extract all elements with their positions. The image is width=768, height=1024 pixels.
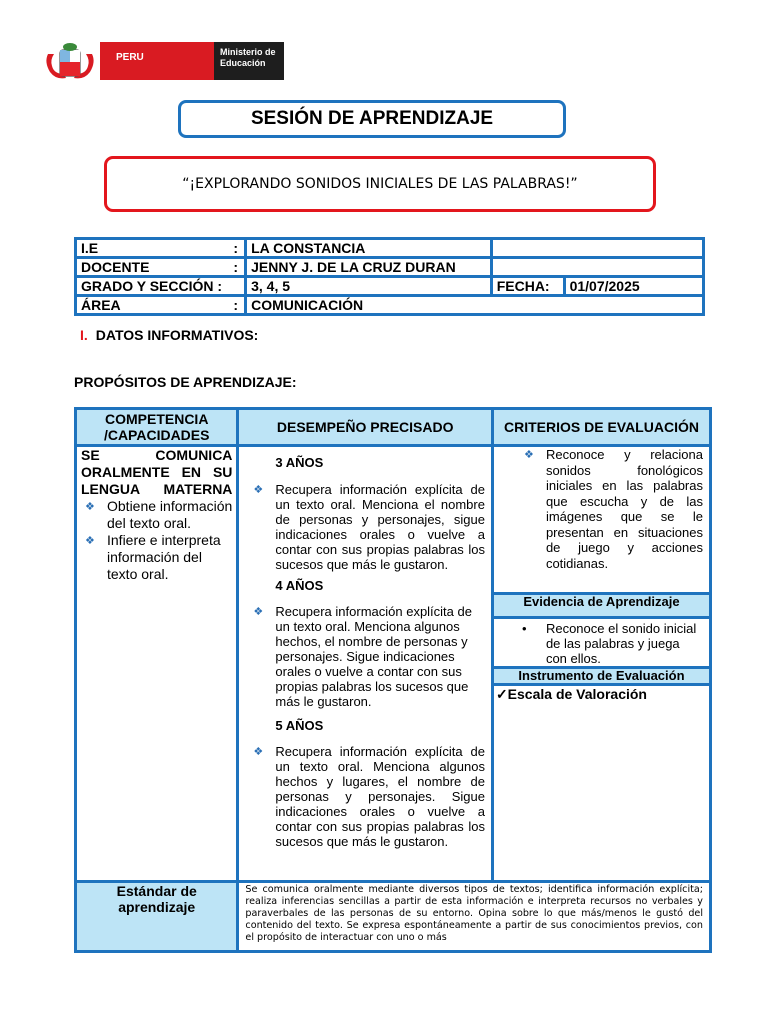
list-item <box>253 482 485 572</box>
evidencia-cell <box>492 618 710 668</box>
list-item <box>253 604 485 709</box>
diamond-bullet-icon: ❖ <box>523 449 534 461</box>
desempeno-text: Recupera información explícita de un texto oral. Menciona algunos hechos y lugares, el nombre de personas y personajes. Sigue indicaciones orales o vuelve a contar con sus propias palabras los sucesos que más le gustaron. <box>275 744 485 849</box>
diamond-bullet-icon: ❖ <box>85 535 95 547</box>
instrumento-value: ✓Escala de Valoración <box>495 686 647 702</box>
info-table <box>74 237 705 316</box>
peru-label: PERU <box>100 42 214 80</box>
desempeno-list <box>239 604 491 709</box>
criterio-cell <box>492 446 710 594</box>
col-competencia-header: COMPETENCIA /CAPACIDADES <box>76 409 238 446</box>
evidencia-item <box>494 621 709 666</box>
section-datos-informativos <box>80 327 258 343</box>
col-desempeno-header: DESEMPEÑO PRECISADO <box>238 409 493 446</box>
criterio-text: Reconoce y relaciona sonidos fonológicos iniciales en las palabras que escucha y de las imágenes que se le presentan en situaciones de juego y acciones cotidianas. <box>545 447 703 571</box>
desempeno-text: Recupera información explícita de un texto oral. Menciona algunos hechos, el nombre de personas y personajes. Sigue indicaciones orales o vuelve a contar con sus propias palabras los sucesos que más le gustaron. <box>275 604 472 709</box>
criterio-item <box>494 447 709 571</box>
ministry-line-1: Ministerio de <box>220 47 276 57</box>
page-title: SESIÓN DE APRENDIZAJE <box>178 100 566 138</box>
info-row-grado <box>76 277 704 296</box>
diamond-bullet-icon: ❖ <box>253 746 264 758</box>
competencia-title: SE COMUNICA ORALMENTE EN SU LENGUA MATERNA <box>81 447 233 497</box>
section-propositos: PROPÓSITOS DE APRENDIZAJE: <box>74 374 297 390</box>
desempeno-list <box>239 482 491 572</box>
age-label: 5 AÑOS <box>275 718 324 733</box>
estandar-label: Estándar de aprendizaje <box>76 882 238 952</box>
evidencia-header: Evidencia de Aprendizaje <box>492 594 710 618</box>
ministry-logo <box>42 40 284 82</box>
learning-purposes-table <box>74 407 712 953</box>
evidencia-text: Reconoce el sonido inicial de las palabras y juega con ellos. <box>545 621 697 666</box>
desempeno-list <box>239 744 491 849</box>
list-item <box>253 744 485 849</box>
ie-label: I.E <box>81 240 99 256</box>
content-row-1 <box>76 446 711 594</box>
ie-label-cell <box>76 239 246 258</box>
docente-label-cell <box>76 258 246 277</box>
info-row-docente <box>76 258 704 277</box>
diamond-bullet-icon: ❖ <box>85 501 95 513</box>
estandar-cell <box>238 882 711 952</box>
docente-label: DOCENTE <box>81 259 150 275</box>
docente-colon: : <box>233 259 239 275</box>
bullet-dot-icon: • <box>521 621 527 636</box>
coat-of-arms-icon <box>42 40 98 82</box>
diamond-bullet-icon: ❖ <box>253 484 264 496</box>
capacidad-text: Infiere e interpreta información del texto oral. <box>107 532 221 582</box>
table-header-row <box>76 409 711 446</box>
desempeno-cell <box>238 446 493 882</box>
session-subtitle: “¡EXPLORANDO SONIDOS INICIALES DE LAS PALABRAS!” <box>104 156 656 212</box>
instrumento-header: Instrumento de Evaluación <box>494 669 709 686</box>
instrumento-cell <box>492 668 710 882</box>
docente-empty-cell <box>491 258 703 277</box>
info-row-area <box>76 296 704 315</box>
grado-value: 3, 4, 5 <box>246 277 492 296</box>
area-label: ÁREA <box>81 297 121 313</box>
section-number: I. <box>80 327 88 343</box>
estandar-text: Se comunica oralmente mediante diversos tipos de textos; identifica información explícita; realiza inferencias sencillas a partir de esta información e interpreta recursos no verbales y paraverbales de las personas de su entorno. Opina sobre lo que más/menos le gustó del contenido del texto. Se expresa espontáneamente a partir de sus conocimientos previos, con el propósito de interactuar con uno o más <box>245 884 703 943</box>
ministry-line-2: Educación <box>220 58 266 68</box>
docente-value: JENNY J. DE LA CRUZ DURAN <box>246 258 492 277</box>
fecha-label: FECHA: <box>491 277 564 296</box>
list-item <box>85 498 233 532</box>
capacidades-list <box>77 498 236 583</box>
area-colon: : <box>233 297 239 313</box>
section-datos-label: DATOS INFORMATIVOS: <box>95 327 259 343</box>
desempeno-text: Recupera información explícita de un texto oral. Menciona el nombre de personas y personajes, sigue indicaciones orales o vuelve a contar con sus propias palabras los sucesos que más le gustaron. <box>275 482 485 572</box>
list-item <box>85 532 232 583</box>
info-row-ie <box>76 239 704 258</box>
diamond-bullet-icon: ❖ <box>253 606 264 618</box>
area-value: COMUNICACIÓN <box>246 296 704 315</box>
ie-value: LA CONSTANCIA <box>246 239 492 258</box>
age-label: 3 AÑOS <box>275 455 324 470</box>
competencia-cell <box>76 446 238 882</box>
grado-label: GRADO Y SECCIÓN : <box>76 277 246 296</box>
fecha-value: 01/07/2025 <box>564 277 703 296</box>
capacidad-text: Obtiene información del texto oral. <box>107 498 233 531</box>
ie-empty-cell <box>491 239 703 258</box>
area-label-cell <box>76 296 246 315</box>
age-label: 4 AÑOS <box>275 578 324 593</box>
ie-colon: : <box>233 240 239 256</box>
estandar-row <box>76 882 711 952</box>
col-criterios-header: CRITERIOS DE EVALUACIÓN <box>492 409 710 446</box>
ministry-label <box>214 42 284 80</box>
